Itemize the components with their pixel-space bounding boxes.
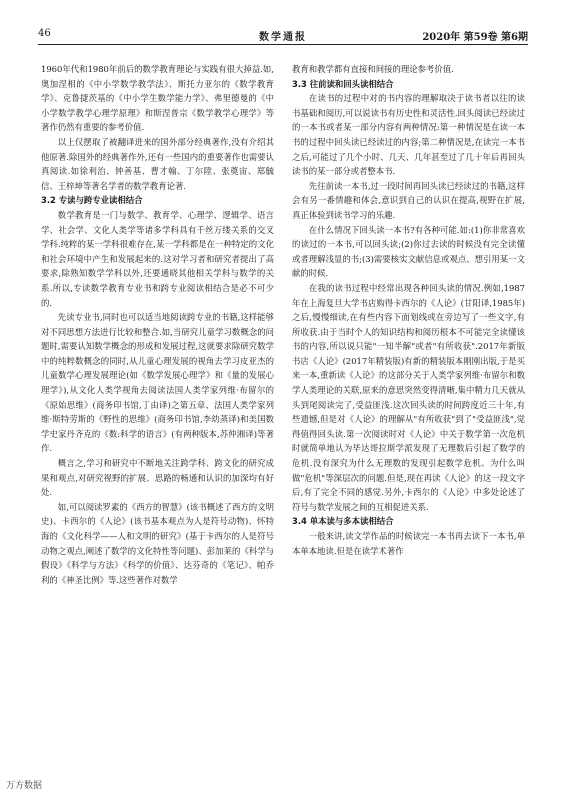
paragraph: 数学教育是一门与数学、教育学、心理学、逻辑学、语言学、社会学、文化人类学等诸多学科具有千丝万缕关系的交叉学科.纯粹的某一学科很难存在,某一学科都是在一种特定的文化和社会环境中产生和发展起来的.这对学习者和研究者提出了高要求,除熟知数学学科以外,还要通晓其他相关学科与数学的关系.所以,专读数学教育专业书和跨专业阅读相结合是必不可少的.: [41, 209, 274, 308]
paragraph: 在我的读书过程中经常出现各种回头读的情况.例如,1987年在上海复旦大学书店购得卡西尔的《人论》(甘阳译,1985年)之后,慢慢细读,在有些内容下面划线或在旁边写了一些文字,有所收获.由于当时个人的知识结构和阅历根本不可能完全读懂该书的内容,所以说只能"一知半解"或者"有所收获".2017年新版书店《人论》(2017年精装版)有新的精装版本刚刚出版,于是买来一本,重新读《人论》的这部分关于人类学家列维·布留尔和数学人类理论的关联,原来的意思突然变得清晰,集中精力几天就从头到尾阅读完了,受益匪浅.这次回头读的时间跨度近三十年,有些遗憾,但是对《人论》的理解从"有所收获"到了"受益匪浅",觉得值得回头读.第一次阅读时对《人论》中关于数学第一次危机时就简单地认为毕达哥拉斯学派发现了无理数后引起了数学的危机.没有深究为什么无理数的发现引起数学危机、为什么叫做"危机"等深层次的问题.但是,现在再读《人论》的这一段文字后,有了完全不同的感觉.另外,卡西尔的《人论》中多处论述了符号与数学发展之间的互相促进关系.: [292, 282, 525, 512]
paragraph: 以上仅摆取了被翻译进来的国外部分经典著作,没有介绍其他原著.除国外的经典著作外,还有一些国内的重要著作也需要认真阅读.如徐利治、钟善基、曹才翰、丁尔陞、张奠宙、郑毓信、王梓坤等著名学者的数学教育论著.: [41, 136, 274, 191]
paragraph: 一般来讲,读文学作品的时候读完一本书再去读下一本书,单本单本地读.但是在读学术著作: [292, 531, 525, 556]
section-heading: 3.3 往前读和回头读相结合: [292, 78, 394, 89]
page-number: 46: [38, 28, 51, 39]
paragraph: 先读专业书,同时也可以适当地阅读跨专业的书籍,这样能够对不同思想方法进行比较和整合.如,当研究儿童学习数概念的问题时,需要认知数学概念的形成和发展过程,这就要求除研究数学中的纯粹数概念的同时,从儿童心理发展的视角去学习皮亚杰的儿童数学心理发展理论(如《数学发展心理学》和《量的发展心理学》),从文化人类学视角去阅读法国人类学家列维·布留尔的《原始思维》(商务印书馆,丁由译)之第五章、法国人类学家列维·斯特劳斯的《野性的思维》(商务印书馆,李幼蒸译)和美国数学史家丹齐克的《数:科学的语言》(有两种版本,苏仲湘译)等著作.: [41, 312, 274, 454]
paragraph: 教育和教学都有直接和间接的理论参考价值.: [292, 64, 454, 74]
right-column: [292, 62, 525, 770]
paragraph: 概言之,学习和研究中不断地关注跨学科、跨文化的研究成果和观点,对研究视野的扩展、思路的畅通和认识的加深均有好处.: [41, 458, 274, 498]
watermark: 万方数据: [6, 781, 43, 791]
running-header: [38, 26, 528, 45]
paragraph: 在读书的过程中对的书内容的理解取决于读书者以往的读书基础和阅历,可以说读书有历史性和灵活性.回头阅读已经读过的一本书或者某一部分内容有两种情况:第一种情况是在读一本书的过程中回头读已经读过的内容;第二种情况是,在读完一本书之后,可能过了几个小时、几天、几年甚至过了几十年后再回头读书的某一部分或者整本书.: [292, 93, 525, 177]
journal-title: 数学通报: [259, 32, 307, 43]
paragraph: 如,可以阅读罗素的《西方的智慧》(该书概述了西方的文明史)、卡西尔的《人论》(该书基本观点为人是符号动物)、怀特海的《文化科学——人和文明的研究》(基于卡西尔的人是符号动物之观点,阐述了数学的文化特性等问题)、彭加莱的《科学与假设》《科学与方法》《科学的价值》、达芬奇的《笔记》、帕乔利的《神圣比例》等.这些著作对数学: [41, 501, 274, 585]
paragraph: 在什么情况下回头读一本书?有各种可能.如:(1)你非常喜欢的读过的一本书,可以回头读;(2)你过去读的时候没有完全读懂或者理解浅显的书;(3)需要核实文献信息或观点、想引用某一文献的时候.: [292, 224, 525, 279]
section-heading: 3.2 专读与跨专业读相结合: [41, 195, 143, 206]
section-heading: 3.4 单本读与多本读相结合: [292, 516, 394, 527]
paragraph: 先往前读一本书,过一段时间再回头读已经读过的书籍,这样会有另一番情趣和体会,意识到自己的认识在提高,视野在扩展,真正体验到读书学习的乐趣.: [292, 180, 525, 220]
paragraph: 1960年代和1980年前后的数学教育理论与实践有很大掉益.如,奥加涅相的《中小学数学教学法》、斯托力亚尔的《数学教育学》、克鲁捷茨基的《中小学生数学能力学》、弗里德曼的《中小学数学教学心理学原理》和斯涅普宗《数学教学心理学》等著作仍然有重要的参考价值.: [41, 64, 274, 133]
left-column: [41, 62, 274, 770]
issue-info: 2020年 第59卷 第6期: [422, 32, 528, 43]
